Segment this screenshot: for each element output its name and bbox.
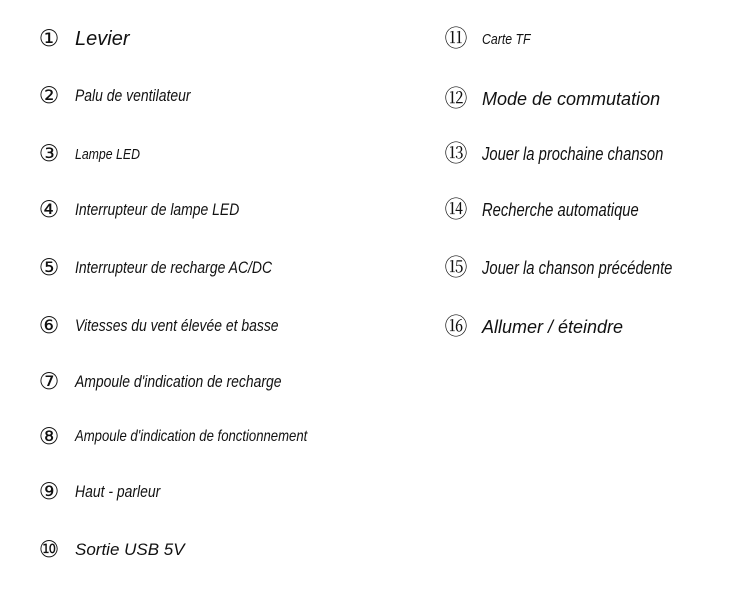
legend-item-13 — [443, 139, 703, 169]
number-6-icon: ⑥ — [38, 313, 60, 339]
legend-label-16: Allumer / éteindre — [482, 316, 624, 337]
legend-label-3: Lampe LED — [75, 145, 140, 163]
number-7-icon: ⑦ — [38, 369, 60, 395]
legend-label-12: Mode de commutation — [482, 88, 661, 109]
legend-item-15 — [443, 253, 714, 283]
legend-item-16 — [443, 312, 623, 342]
legend-label-14: Recherche automatique — [482, 199, 639, 220]
number-1-icon: ① — [38, 26, 60, 52]
number-14-icon: ⑭ — [444, 197, 468, 223]
legend-item-9 — [36, 477, 179, 507]
legend-item-8 — [36, 422, 358, 452]
legend-label-1: Levier — [75, 27, 130, 50]
number-8-icon: ⑧ — [38, 424, 60, 450]
legend-item-6 — [36, 311, 323, 341]
number-11-icon: ⑪ — [444, 26, 468, 52]
legend-item-1 — [36, 24, 129, 54]
legend-label-5: Interrupteur de recharge AC/DC — [75, 258, 273, 277]
legend-label-7: Ampoule d'indication de recharge — [75, 372, 282, 391]
legend-label-4: Interrupteur de lampe LED — [75, 200, 240, 219]
legend-label-10: Sortie USB 5V — [75, 540, 185, 559]
number-10-icon: ⑩ — [38, 537, 60, 563]
legend-item-4 — [36, 195, 275, 225]
number-5-icon: ⑤ — [38, 255, 60, 281]
legend-label-6: Vitesses du vent élevée et basse — [75, 316, 279, 335]
number-3-icon: ③ — [38, 141, 60, 167]
number-4-icon: ④ — [38, 197, 60, 223]
legend-label-13: Jouer la prochaine chanson — [482, 143, 664, 164]
legend-label-15: Jouer la chanson précédente — [482, 257, 673, 278]
number-15-icon: ⑮ — [444, 255, 468, 281]
number-2-icon: ② — [38, 83, 60, 109]
number-13-icon: ⑬ — [444, 141, 468, 167]
legend-item-14 — [443, 195, 673, 225]
number-12-icon: ⑫ — [444, 86, 468, 112]
legend-label-8: Ampoule d'indication de fonctionnement — [75, 428, 308, 445]
legend-label-9: Haut - parleur — [75, 482, 161, 501]
legend-label-2: Palu de ventilateur — [75, 86, 191, 105]
legend-item-5 — [36, 253, 315, 283]
legend-item-12 — [443, 84, 660, 114]
legend-item-11 — [443, 24, 541, 54]
legend-item-10 — [36, 535, 185, 565]
number-16-icon: ⑯ — [444, 314, 468, 340]
legend-item-7 — [36, 367, 327, 397]
legend-item-3 — [36, 139, 154, 169]
legend-label-11: Carte TF — [482, 30, 531, 48]
number-9-icon: ⑨ — [38, 479, 60, 505]
legend-item-2 — [36, 81, 216, 111]
